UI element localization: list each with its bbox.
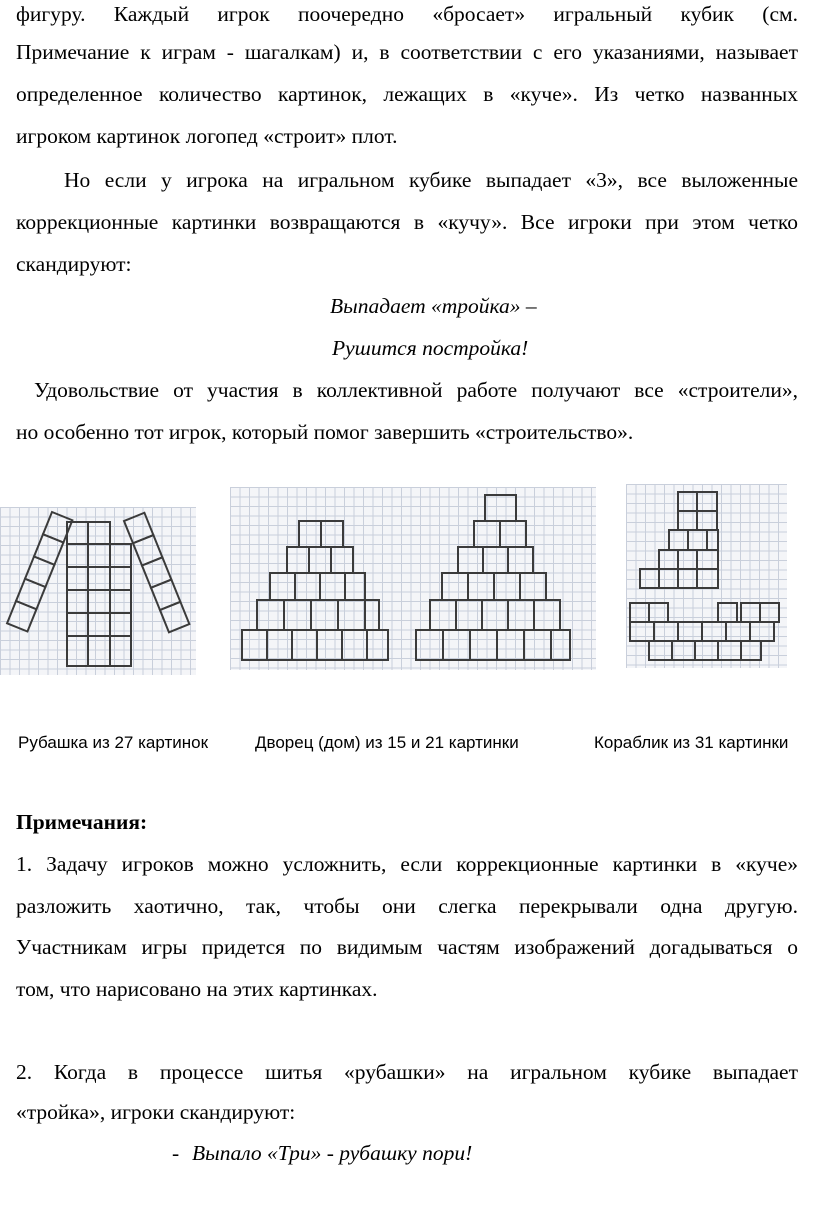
paragraph-1-line-1: фигуру. Каждый игрок поочередно «бросает» игральный кубик (см.	[16, 2, 798, 26]
chant-line-1: Выпадает «тройка» –	[330, 294, 537, 318]
palace-diagram	[230, 487, 596, 670]
shirt-figure	[0, 507, 196, 675]
note-2-line-2: «тройка», игроки скандируют:	[16, 1100, 296, 1124]
paragraph-3-line-1: Удовольствие от участия в коллективной работе получают все «строители»,	[34, 378, 798, 402]
paragraph-1-line-3: определенное количество картинок, лежащих в «куче». Из четко названных	[16, 82, 798, 106]
paragraph-2-line-3: скандируют:	[16, 252, 132, 276]
paragraph-1-line-2: Примечание к играм - шагалкам) и, в соответствии с его указаниями, называет	[16, 40, 798, 64]
note-1-line-1: 1. Задачу игроков можно усложнить, если коррекционные картинки в «куче»	[16, 852, 798, 876]
ship-figure	[626, 484, 787, 668]
shirt-caption: Рубашка из 27 картинок	[18, 733, 209, 752]
notes-heading: Примечания:	[16, 810, 148, 834]
shirt-diagram	[0, 507, 196, 675]
ship-diagram	[626, 484, 787, 668]
note-2-chant: Выпало «Три» - рубашку пори!	[192, 1141, 473, 1165]
palace-15	[242, 521, 388, 660]
palace-21	[416, 495, 570, 660]
ship-caption: Кораблик из 31 картинки	[594, 733, 789, 752]
note-2-chant-dash: -	[172, 1141, 180, 1165]
paragraph-2-line-1: Но если у игрока на игральном кубике выпадает «3», все выложенные	[64, 168, 798, 192]
paragraph-1-line-4: игроком картинок логопед «строит» плот.	[16, 124, 398, 148]
palace-figure	[230, 487, 596, 670]
chant-line-2: Рушится постройка!	[332, 336, 529, 360]
paragraph-2-line-2: коррекционные картинки возвращаются в «кучу». Все игроки при этом четко	[16, 210, 798, 234]
note-2-line-1: 2. Когда в процессе шитья «рубашки» на игральном кубике выпадает	[16, 1060, 798, 1084]
paragraph-3-line-2: но особенно тот игрок, который помог завершить «строительство».	[16, 420, 634, 444]
note-1-line-3: Участникам игры придется по видимым частям изображений догадываться о	[16, 935, 798, 959]
note-1-line-4: том, что нарисовано на этих картинках.	[16, 977, 378, 1001]
palace-caption: Дворец (дом) из 15 и 21 картинки	[255, 733, 519, 752]
note-1-line-2: разложить хаотично, так, чтобы они слегка перекрывали одна другую.	[16, 894, 798, 918]
